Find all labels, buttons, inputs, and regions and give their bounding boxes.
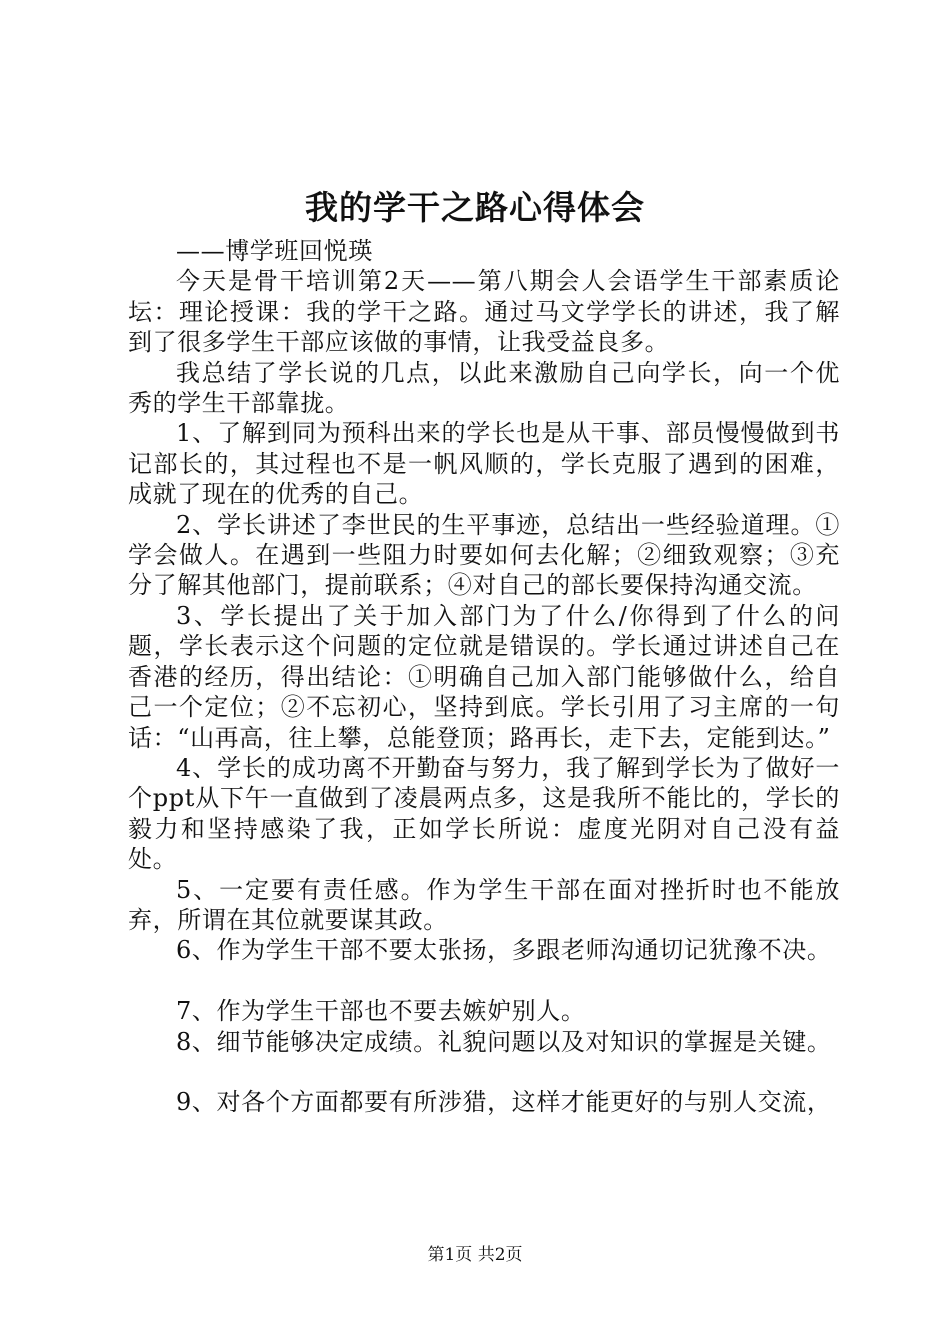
paragraph-point-5: 5、一定要有责任感。作为学生干部在面对挫折时也不能放弃，所谓在其位就要谋其政。 xyxy=(128,875,840,934)
paragraph-intro: 今天是骨干培训第2天——第八期会人会语学生干部素质论坛：理论授课：我的学干之路。通过马文学学长的讲述，我了解到了很多学生干部应该做的事情，让我受益良多。 xyxy=(128,267,840,357)
paragraph-point-6: 6、作为学生干部不要太张扬，多跟老师沟通切记犹豫不决。 xyxy=(176,936,832,965)
author-byline: ——博学班回悦瑛 xyxy=(176,237,373,265)
paragraph-point-7: 7、作为学生干部也不要去嫉妒别人。 xyxy=(176,997,586,1026)
paragraph-summary: 我总结了学长说的几点，以此来激励自己向学长，向一个优秀的学生干部靠拢。 xyxy=(128,358,840,418)
paragraph-point-4: 4、学长的成功离不开勤奋与努力，我了解到学长为了做好一个ppt从下午一直做到了凌晨两点多，这是我所不能比的，学长的毅力和坚持感染了我，正如学长所说：虚度光阴对自己没有益处。 xyxy=(128,753,840,874)
page-number-footer: 第1页 共2页 xyxy=(427,1245,523,1265)
paragraph-point-8: 8、细节能够决定成绩。礼貌问题以及对知识的掌握是关键。 xyxy=(176,1027,832,1056)
paragraph-point-1: 1、了解到同为预科出来的学长也是从干事、部员慢慢做到书记部长的，其过程也不是一帆风顺的，学长克服了遇到的困难，成就了现在的优秀的自己。 xyxy=(128,419,840,509)
document-body xyxy=(128,236,840,1118)
paragraph-point-9: 9、对各个方面都要有所涉猎，这样才能更好的与别人交流， xyxy=(176,1088,832,1117)
paragraph-point-3: 3、学长提出了关于加入部门为了什么/你得到了什么的问题，学长表示这个问题的定位就是错误的。学长通过讲述自己在香港的经历，得出结论：①明确自己加入部门能够做什么，给自己一个定位；②不忘初心，坚持到底。学长引用了习主席的一句话：“山再高，往上攀，总能登顶；路再长，走下去，定能到达。” xyxy=(128,601,840,752)
document-title: 我的学干之路心得体会 xyxy=(305,188,645,227)
paragraph-point-2: 2、学长讲述了李世民的生平事迹，总结出一些经验道理。①学会做人。在遇到一些阻力时要如何去化解；②细致观察；③充分了解其他部门，提前联系；④对自己的部长要保持沟通交流。 xyxy=(128,510,840,600)
